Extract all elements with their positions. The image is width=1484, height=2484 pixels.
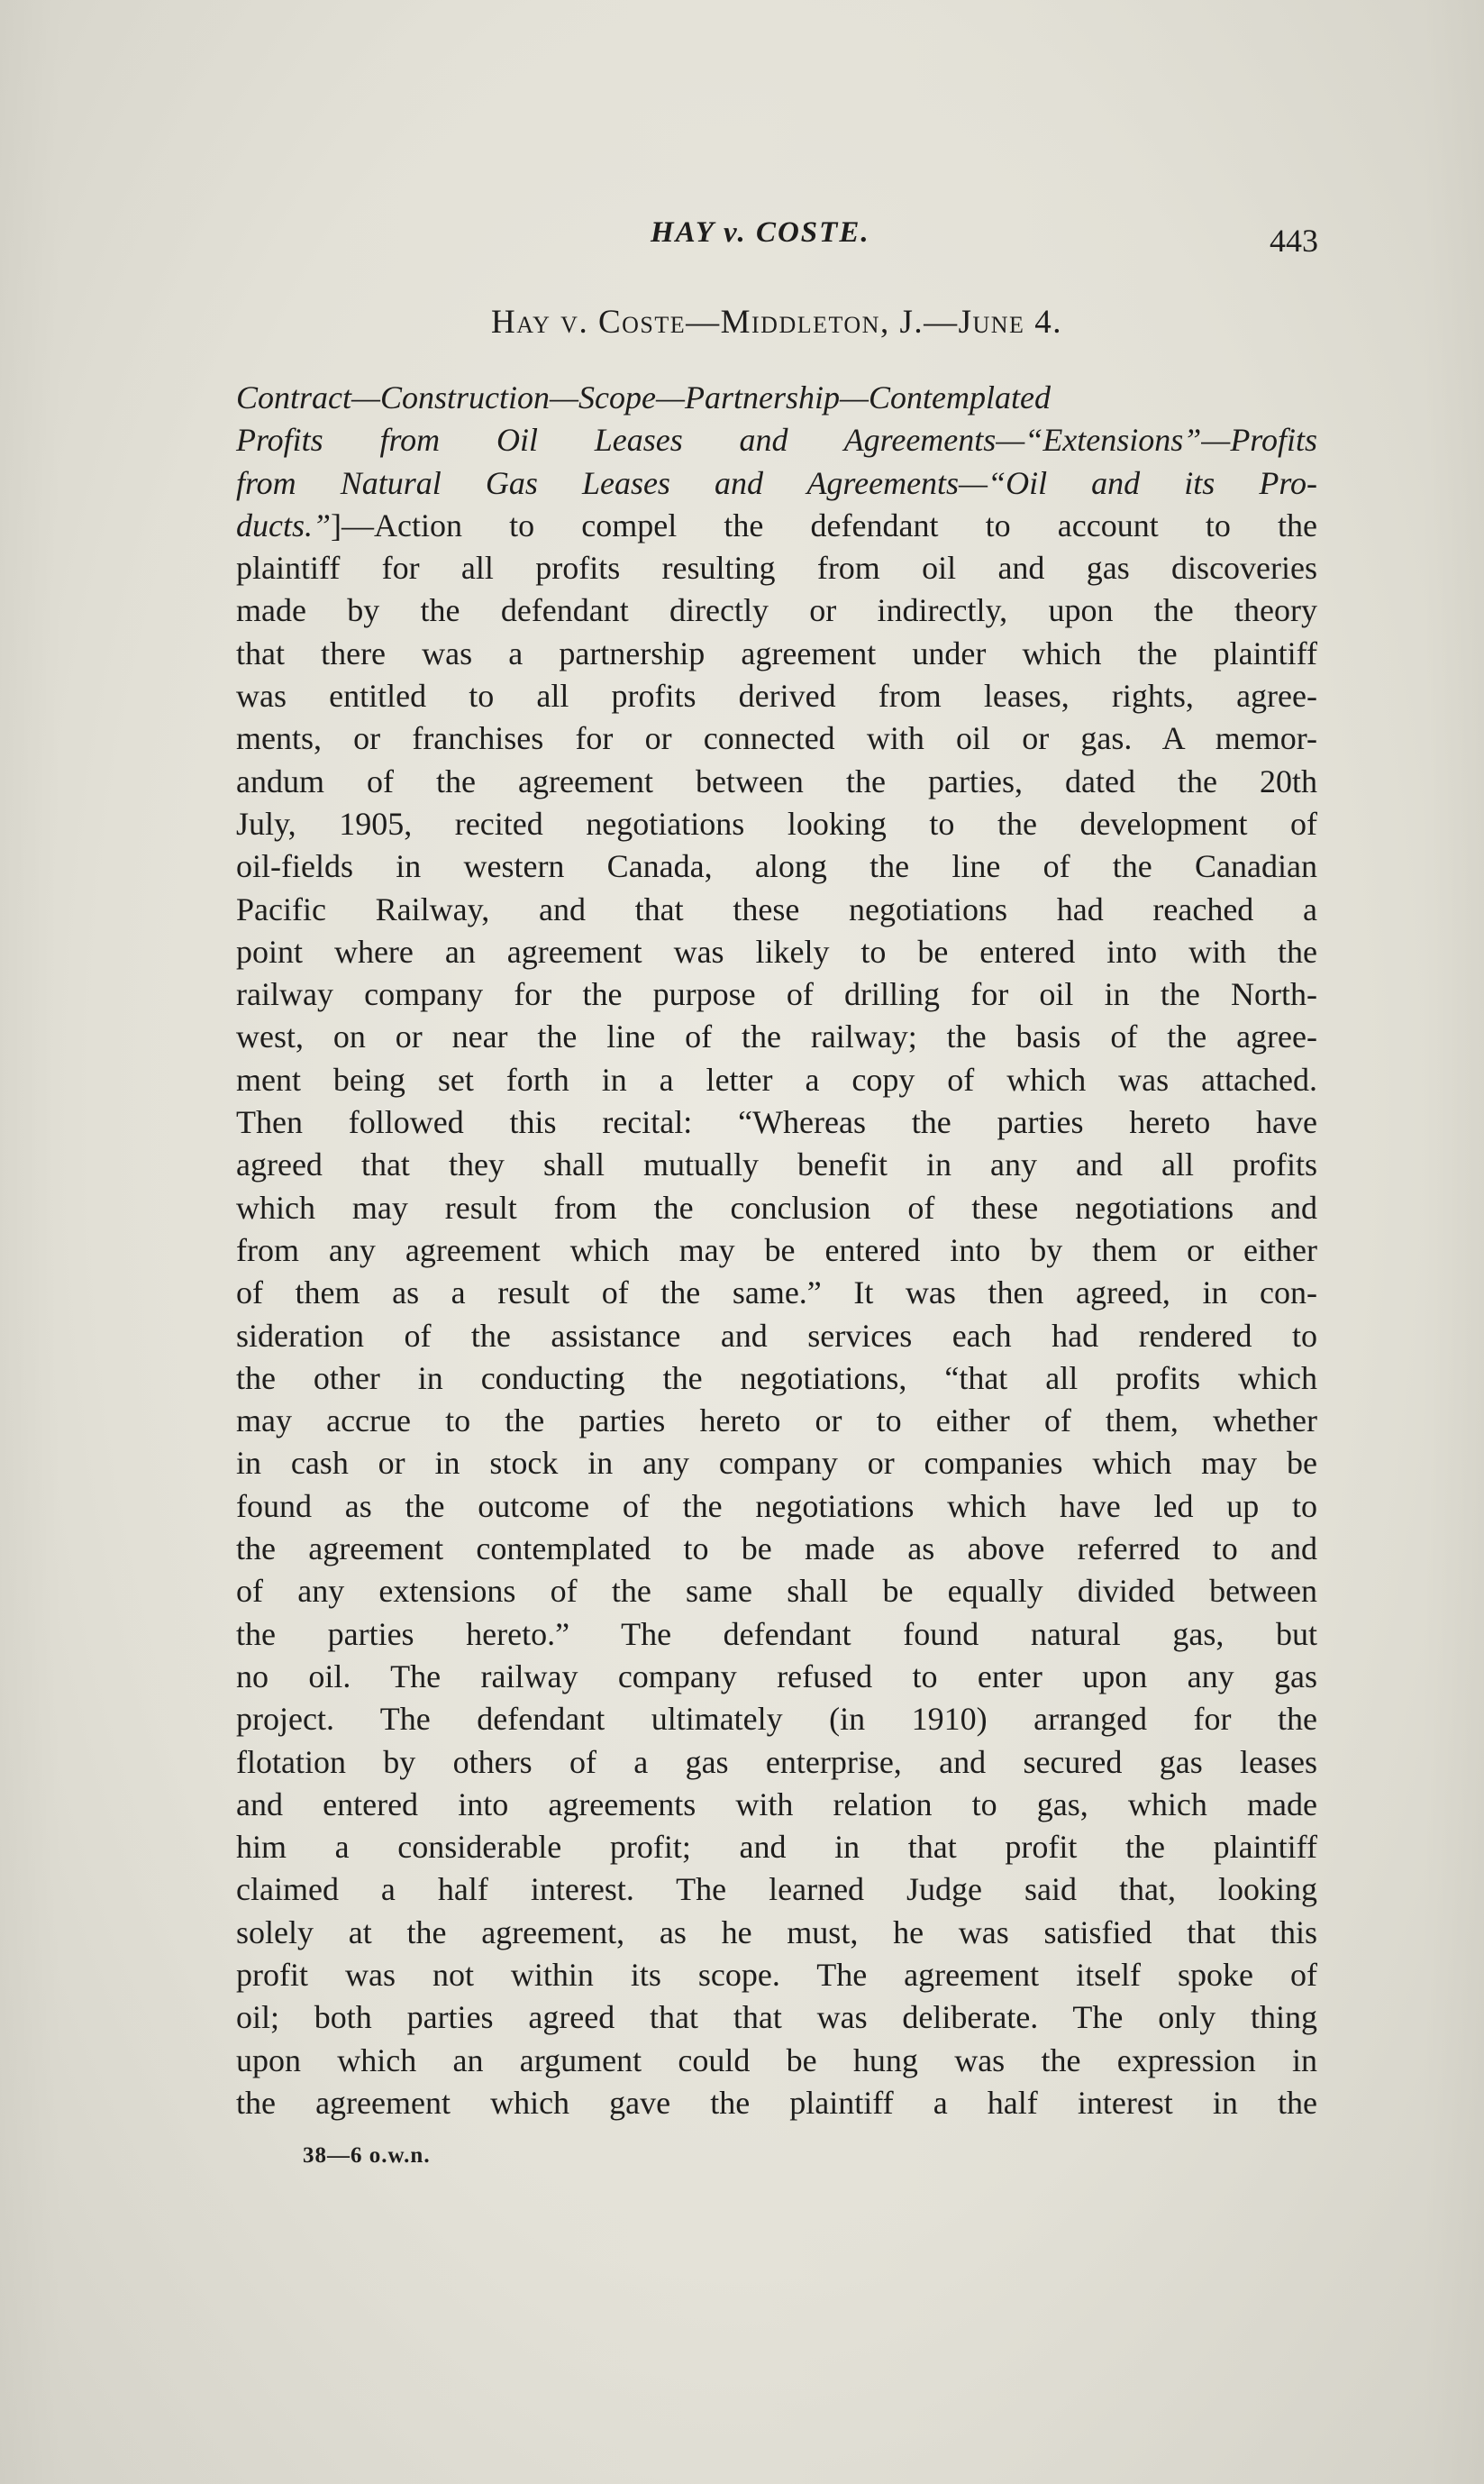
text-line [236, 1442, 1317, 1484]
roman-run: ments, or franchises for or connected with oil or gas. A memor- [236, 720, 1317, 757]
roman-run: claimed a half interest. The learned Judge said that, looking [236, 1871, 1317, 1908]
text-line [236, 931, 1317, 973]
roman-run: Then followed this recital: “Whereas the parties hereto have [236, 1104, 1317, 1141]
text-line [236, 2082, 1317, 2124]
roman-run: of any extensions of the same shall be equally divided between [236, 1573, 1317, 1610]
text-line [236, 1400, 1317, 1442]
text-line [236, 1357, 1317, 1400]
text-line [236, 1570, 1317, 1612]
roman-run: sideration of the assistance and services each had rendered to [236, 1317, 1317, 1354]
roman-run: that there was a partnership agreement under which the plaintiff [236, 635, 1317, 671]
text-line [236, 2040, 1317, 2082]
text-line [236, 1826, 1317, 1868]
text-line [236, 1059, 1317, 1101]
roman-run: him a considerable profit; and in that profit the plaintiff [236, 1829, 1317, 1866]
roman-run: west, on or near the line of the railway; the basis of the agree- [236, 1018, 1317, 1055]
text-line [236, 1315, 1317, 1357]
text-line [236, 1996, 1317, 2039]
text-line [236, 419, 1317, 461]
text-line [236, 1868, 1317, 1911]
italic-run: from Natural Gas Leases and Agreements—“Oil and its Pro- [236, 464, 1317, 501]
text-line [236, 803, 1317, 845]
roman-run: and entered into agreements with relation to gas, which made [236, 1785, 1317, 1822]
text-line [236, 1272, 1317, 1314]
roman-run: July, 1905, recited negotiations looking to the development of [236, 805, 1317, 842]
roman-run: found as the outcome of the negotiations which have led up to [236, 1487, 1317, 1524]
roman-run: upon which an argument could be hung was the expression in [236, 2041, 1317, 2078]
text-line [236, 1485, 1317, 1528]
roman-run: profit was not within its scope. The agreement itself spoke of [236, 1956, 1317, 1993]
text-line [236, 1229, 1317, 1272]
roman-run: was entitled to all profits derived from leases, rights, agree- [236, 678, 1317, 715]
text-line [236, 717, 1317, 760]
roman-run: the parties hereto.” The defendant found natural gas, but [236, 1615, 1317, 1652]
roman-run: ]—Action to compel the defendant to account to the [331, 507, 1317, 543]
roman-run: which may result from the conclusion of these negotiations and [236, 1189, 1317, 1226]
roman-run: the agreement which gave the plaintiff a half interest in the [236, 2084, 1317, 2121]
roman-run: flotation by others of a gas enterprise, and secured gas leases [236, 1743, 1317, 1780]
roman-run: in cash or in stock in any company or companies which may be [236, 1445, 1317, 1482]
roman-run: plaintiff for all profits resulting from oil and gas discoveries [236, 550, 1317, 587]
signature-mark: 38—6 o.w.n. [303, 2143, 431, 2168]
running-title: HAY v. COSTE. [651, 216, 870, 249]
text-line [236, 1954, 1317, 1996]
roman-run: the other in conducting the negotiations, “that all profits which [236, 1359, 1317, 1396]
text-line [236, 1698, 1317, 1740]
text-line [236, 462, 1317, 505]
text-line [236, 675, 1317, 717]
text-line [236, 1016, 1317, 1058]
text-line [236, 1613, 1317, 1656]
roman-run: may accrue to the parties hereto or to either of them, whether [236, 1402, 1317, 1439]
text-line [236, 547, 1317, 589]
text-line [236, 845, 1317, 888]
roman-run: solely at the agreement, as he must, he was satisfied that this [236, 1913, 1317, 1950]
text-line [236, 761, 1317, 803]
roman-run: agreed that they shall mutually benefit in any and all profits [236, 1146, 1317, 1183]
text-line [236, 589, 1317, 632]
text-line [236, 1912, 1317, 1954]
roman-run: project. The defendant ultimately (in 1910) arranged for the [236, 1701, 1317, 1738]
case-heading: Hay v. Coste—Middleton, J.—June 4. [491, 304, 1062, 341]
text-line [236, 1101, 1317, 1144]
roman-run: ment being set forth in a letter a copy of which was attached. [236, 1061, 1317, 1098]
text-line [236, 505, 1317, 547]
roman-run: made by the defendant directly or indirectly, upon the theory [236, 592, 1317, 629]
roman-run: from any agreement which may be entered into by them or either [236, 1231, 1317, 1268]
roman-run: oil-fields in western Canada, along the line of the Canadian [236, 848, 1317, 885]
roman-run: the agreement contemplated to be made as above referred to and [236, 1530, 1317, 1567]
italic-run: Contract—Construction—Scope—Partnership—Contemplated [236, 379, 1051, 416]
text-line [236, 633, 1317, 675]
text-line [236, 1528, 1317, 1570]
headnote-paragraph [236, 377, 1317, 2124]
page-number: 443 [1270, 223, 1318, 259]
text-line [236, 889, 1317, 931]
roman-run: andum of the agreement between the parties, dated the 20th [236, 763, 1317, 799]
running-head [236, 216, 1317, 270]
roman-run: no oil. The railway company refused to enter upon any gas [236, 1658, 1317, 1694]
text-line [236, 1784, 1317, 1826]
roman-run: Pacific Railway, and that these negotiations had reached a [236, 890, 1317, 927]
roman-run: railway company for the purpose of drilling for oil in the North- [236, 976, 1317, 1013]
text-line [236, 973, 1317, 1016]
text-line [236, 377, 1317, 419]
italic-run: Profits from Oil Leases and Agreements—“Extensions”—Profits [236, 422, 1317, 459]
text-line [236, 1187, 1317, 1229]
roman-run: oil; both parties agreed that that was deliberate. The only thing [236, 1999, 1317, 2036]
italic-run: ducts.” [236, 507, 332, 543]
text-line [236, 1656, 1317, 1698]
text-line [236, 1741, 1317, 1784]
roman-run: of them as a result of the same.” It was then agreed, in con- [236, 1274, 1317, 1311]
roman-run: point where an agreement was likely to be entered into with the [236, 933, 1317, 970]
text-line [236, 1144, 1317, 1186]
